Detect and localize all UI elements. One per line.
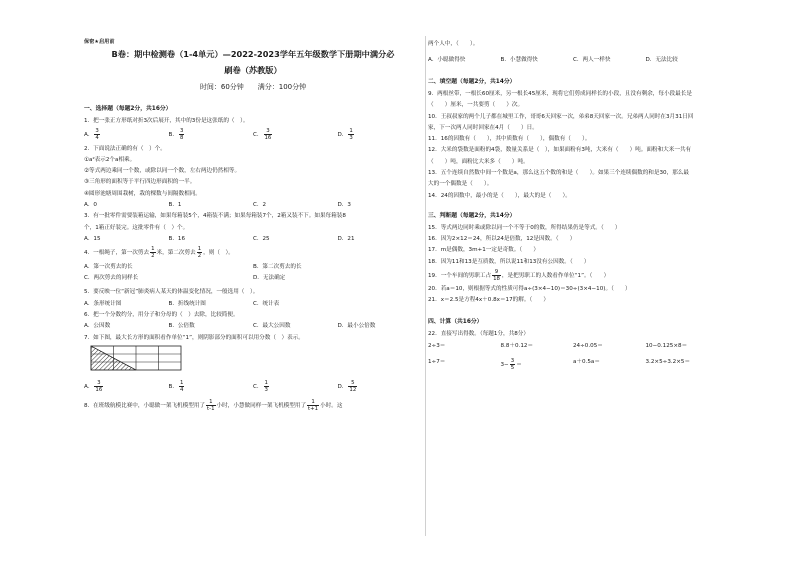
calc-item-2: 8.8＋0.12＝ [500, 343, 534, 350]
question-9-line2: （ ）厘米，一共要剪（ ）次。 [428, 102, 524, 109]
question-7: 7．如下图，最大长方形的面积看作单位“1”，则阴影部分的面积可以用分数（ ）表示。 [84, 334, 304, 341]
question-4: 4．一根绳子，第一次剪去 $\frac{1}{2}$ 米，第二次剪去 $\frac{1}{2}$ ，则（ ）。 [84, 246, 234, 260]
question-13-line2: 大的一个偶数是（ ）。 [428, 181, 493, 188]
question-3-line1: 3．有一批零件需要装箱运输，如果每箱装5个，4箱装不满；如果每箱装7个，2箱又装不下。如果每箱装8 [84, 213, 346, 220]
calc-item-5: 1÷7＝ [428, 359, 446, 366]
question-11: 11．16的因数有（ ），其中质数有（ ），偶数有（ ）。 [428, 136, 591, 143]
question-3-line2: 个，1箱正好装完。这批零件有（ ）个。 [84, 224, 189, 231]
q2-option-b[interactable]: B．1 [168, 202, 182, 209]
q7-option-c[interactable]: C． $\frac{1}{3}$ [253, 379, 268, 393]
question-16: 16．因为2×12＝24，所以24是倍数，12是因数。（ ） [428, 235, 576, 242]
question-12-line2: （ ）吨，面粉比大米多（ ）吨。 [428, 158, 529, 165]
question-10-line2: 家，下一次两人同时回家在4月（ ）日。 [428, 124, 538, 131]
question-3-options [84, 235, 422, 243]
calc-item-8: 3.2×5÷3.2×5＝ [645, 359, 691, 366]
question-8-options [428, 56, 718, 64]
question-10-line1: 10．王叔叔家的两个儿子都在城里工作，哥哥6天回家一次，弟弟8天回家一次。兄弟两人同时在3月31日回 [428, 113, 694, 120]
question-21: 21．x＝2.5是方程4x＋0.8x＝17的解。（ ） [428, 297, 550, 304]
secret-label: 保密★启用前 [84, 39, 115, 45]
q1-option-d[interactable]: D． $\frac{1}{3}$ [337, 128, 353, 142]
question-1: 1．把一张正方形纸对折3次后展开，其中的3份是这张纸的（ ）。 [84, 118, 249, 124]
q1-option-c[interactable]: C． $\frac{3}{16}$ [253, 128, 272, 142]
exam-title-line1: B卷：期中检测卷（1-4单元）—2022-2023学年五年级数学下册期中满分必 [111, 49, 395, 59]
q2-option-a[interactable]: A．0 [84, 202, 97, 209]
q4-option-b[interactable]: B．第二次剪去的长 [253, 263, 302, 270]
question-1-options [84, 128, 422, 141]
q2-option-d[interactable]: D．3 [337, 202, 351, 209]
question-8-continued: 两个人中，（ ）。 [428, 41, 479, 47]
question-6: 6．把一个分数约分，用分子和分母的（ ）去除，比较简便。 [84, 312, 239, 319]
q6-option-d[interactable]: D．最小公倍数 [337, 323, 376, 330]
question-2-options [84, 201, 422, 209]
question-15: 15．等式两边同时乘或除以同一个不等于0的数，所得结果仍是等式。（ ） [428, 224, 621, 231]
q8-option-c[interactable]: C．两人一样快 [573, 57, 611, 63]
question-18: 18．因为11和13是互质数，所以说11和13没有公因数。（ ） [428, 258, 590, 265]
question-2-statement-3: ③三角形的面积等于平行四边形面积的一半。 [84, 179, 196, 186]
exam-meta: 时间：60分钟 满分：100分钟 [199, 83, 307, 91]
q5-option-b[interactable]: B．折线统计图 [168, 300, 206, 307]
q5-option-a[interactable]: A．条形统计图 [84, 300, 122, 307]
q6-option-a[interactable]: A．公因数 [84, 323, 111, 330]
q4-option-d[interactable]: D．无法确定 [253, 274, 286, 281]
section-choice-heading: 一、选择题（每题2分，共16分） [84, 106, 172, 112]
calc-item-6: 3− $\frac{3}{5}$ ＝ [500, 358, 522, 372]
q7-option-d[interactable]: D． $\frac{5}{12}$ [337, 379, 357, 393]
question-5: 5．要反映一位“新冠”肺炎病人某天的体温变化情况，一般选用（ ）。 [84, 289, 259, 296]
q6-option-b[interactable]: B．公倍数 [168, 323, 195, 330]
question-19: 19．一个车间的男职工占 $\frac{9}{18}$ ，是把男职工的人数看作单位“1”。（ ） [428, 268, 610, 282]
q1-option-a[interactable]: A． $\frac{3}{4}$ [84, 128, 99, 142]
question-14: 14．24的因数中，最小的是（ ），最大的是（ ）。 [428, 192, 571, 199]
q3-option-a[interactable]: A．15 [84, 235, 101, 242]
section-calc-heading: 四、计算（共16分） [428, 319, 483, 326]
q3-option-d[interactable]: D．21 [337, 235, 355, 242]
column-divider [425, 36, 426, 536]
question-8: 8．在班级航模比赛中，小聪做一架飞机模型用了 $\frac{1}{t-1}$ 小时，小慧做同样一架飞机模型用了 $\frac{1}{t+1}$ 小时。这 [84, 398, 343, 412]
question-6-options [84, 322, 422, 330]
question-2-statement-2: ②等式两边乘同一个数，或除以同一个数，左右两边仍然相等。 [84, 168, 241, 175]
question-12-line1: 12．大米的袋数是面粉的4袋，数量关系是（ ），如果面粉有3吨，大米有（ ）吨。面粉和大米一共有 [428, 147, 692, 154]
question-22: 22．直接写出得数。（每题1分，共8分） [428, 331, 529, 338]
q8-option-b[interactable]: B．小慧做得快 [500, 57, 538, 63]
question-4-options [84, 263, 422, 286]
calc-item-4: 10−0.125×8＝ [645, 343, 688, 350]
q6-option-c[interactable]: C．最大公因数 [253, 323, 291, 330]
calc-item-1: 2÷3＝ [428, 343, 446, 350]
calc-item-3: 24÷0.05＝ [573, 343, 603, 350]
calc-item-7: a＋0.5a＝ [573, 359, 600, 366]
q8-option-a[interactable]: A．小聪做得快 [428, 57, 466, 63]
question-17: 17．m是偶数，3m+1一定是奇数。（ ） [428, 247, 539, 254]
question-2-statement-4: ④圆形池塘周围栽树，栽的棵数与间隔数相同。 [84, 190, 201, 197]
question-7-figure [90, 345, 422, 374]
exam-title-line2: 刷卷（苏教版） [224, 65, 282, 75]
question-2: 2．下面说法正确的有（ ）个。 [84, 145, 166, 152]
shaded-rectangle-diagram [90, 345, 182, 371]
question-20: 20．若a＝10，则根据等式的性质可得a÷(3×4−10)＝30÷(3×4−10)。（ ） [428, 286, 631, 293]
left-column [84, 36, 422, 415]
question-2-statement-1: ①a²表示2个a相乘。 [84, 156, 136, 163]
q1-option-b[interactable]: B． $\frac{3}{8}$ [168, 128, 184, 142]
q3-option-b[interactable]: B．16 [168, 235, 186, 242]
q2-option-c[interactable]: C．2 [253, 202, 267, 209]
q3-option-c[interactable]: C．25 [253, 235, 270, 242]
q4-option-a[interactable]: A．第一次剪去的长 [84, 263, 133, 270]
q4-option-c[interactable]: C．两次剪去的同样长 [84, 274, 139, 281]
question-13-line1: 13．五个连续自然数中间一个数是a，那么这五个数的和是（ ）。如果三个连续偶数的和是30，那么最 [428, 170, 689, 177]
section-fill-heading: 二、填空题（每题2分，共14分） [428, 79, 516, 85]
question-9-line1: 9．两根丝带，一根长60厘米，另一根长45厘米，现将它们剪成同样长的小段，且没有剩余，每小段最长是 [428, 91, 692, 97]
q5-option-c[interactable]: C．统计表 [253, 300, 280, 307]
right-column [428, 36, 718, 379]
calc-row-1 [428, 342, 718, 350]
question-7-options [84, 380, 422, 393]
q7-option-a[interactable]: A． $\frac{3}{16}$ [84, 379, 103, 393]
question-5-options [84, 300, 422, 308]
q7-option-b[interactable]: B． $\frac{1}{4}$ [168, 379, 184, 393]
section-judge-heading: 三、判断题（每题2分，共14分） [428, 212, 516, 219]
calc-row-2 [428, 358, 718, 371]
q8-option-d[interactable]: D．无法比较 [645, 57, 678, 63]
